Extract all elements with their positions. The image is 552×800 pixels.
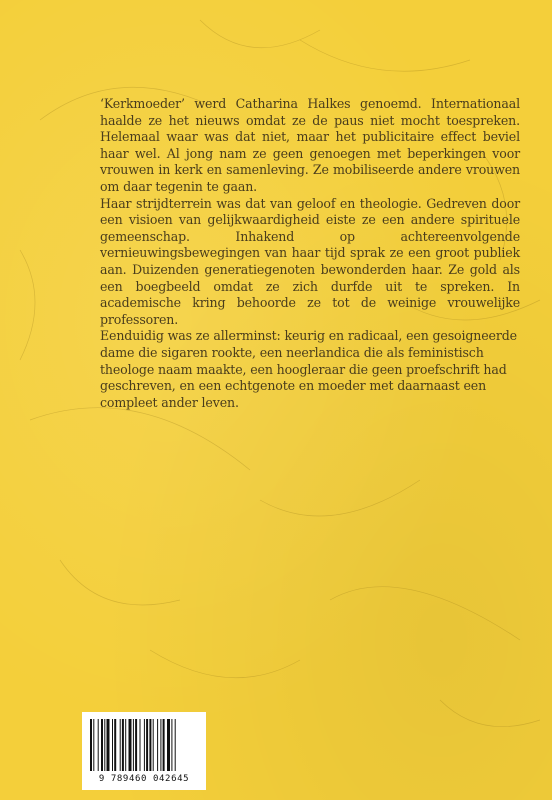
barcode-bar <box>93 719 94 771</box>
barcode-bar <box>101 719 103 771</box>
barcode-bar <box>167 719 170 771</box>
barcode-bar <box>104 719 105 771</box>
barcode-bars <box>90 719 198 773</box>
barcode-bar <box>149 719 151 771</box>
barcode-bar <box>140 719 141 771</box>
isbn-barcode <box>82 712 206 790</box>
blurb-paragraph-2: Haar strijdterrein was dat van geloof en theologie. Gedreven door een visioen van gelijkwaardigheid eiste ze een andere spirituele gemeenschap. Inhakend op achtereenvolgende vernieuwingsbewegingen van haar tijd sprak ze een groot publiek aan. Duizenden generatiegenoten bewonderden haar. Ze gold als een boegbeeld omdat ze zich durfde uit te spreken. In academische kring behoorde ze tot de weinige vrouwelijke professoren. <box>100 195 520 327</box>
barcode-bar <box>90 719 92 771</box>
barcode-bar <box>153 719 154 771</box>
barcode-bar <box>125 719 126 771</box>
barcode-bar <box>107 719 110 771</box>
barcode-bar <box>133 719 134 771</box>
blurb-paragraph-1: ‘Kerkmoeder’ werd Catharina Halkes genoemd. Internationaal haalde ze het nieuws omdat ze de paus niet mocht toespreken. Helemaal waar was dat niet, maar het publicitaire effect beviel haar wel. Al jong nam ze geen genoegen met beperkingen voor vrouwen in kerk en samenleving. Ze mobiliseerde andere vrouwen om daar tegenin te gaan. <box>100 96 520 194</box>
barcode-bar <box>114 719 116 771</box>
barcode-bar <box>171 719 172 771</box>
barcode-bar <box>146 719 148 771</box>
blurb-paragraph-3: Eenduidig was ze allerminst: keurig en radicaal, een gesoigneerde dame die sigaren rookte, een neerlandica die als feministisch theologe naam maakte, een hoogleraar die geen proefschrift had geschreven, en een echtgenote en moeder met daarnaast een compleet ander leven. <box>100 328 517 410</box>
barcode-bar <box>98 719 99 771</box>
barcode-bar <box>129 719 132 771</box>
barcode-bar <box>112 719 113 771</box>
barcode-bar <box>163 719 165 771</box>
barcode-bar <box>135 719 137 771</box>
blurb-text <box>100 96 520 411</box>
barcode-bar <box>122 719 124 771</box>
barcode-digits: 9 789460 042645 <box>98 774 190 784</box>
barcode-bar <box>175 719 176 771</box>
barcode-bar <box>157 719 158 771</box>
barcode-bar <box>144 719 145 771</box>
barcode-bar <box>120 719 121 771</box>
barcode-bar <box>160 719 161 771</box>
